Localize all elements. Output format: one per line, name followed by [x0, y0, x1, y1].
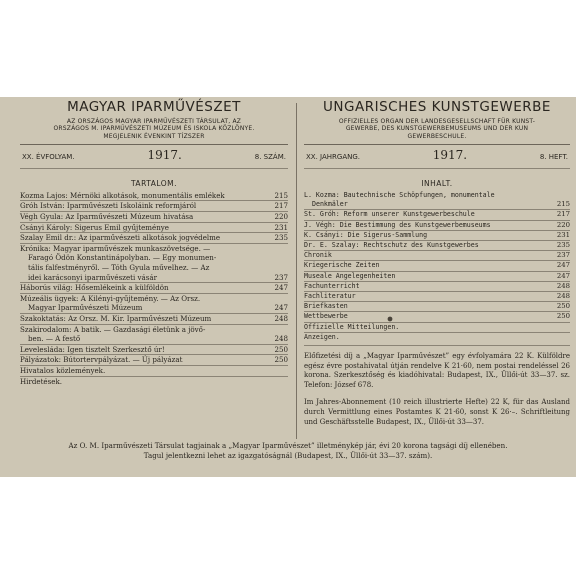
issue-number: 8. SZÁM. [254, 152, 286, 161]
toc-entry-line: Szakirodalom: A batik. — Gazdasági életünk a jövő- [20, 324, 206, 334]
toc-entry [20, 376, 288, 387]
toc-entry [304, 240, 570, 250]
toc-entry-line: Pályázatok: Bútortervpályázat. — Új pályázat [20, 355, 183, 365]
toc-entry [304, 322, 570, 332]
year: 1917. [432, 147, 468, 162]
toc-entry-page: 247 [556, 261, 570, 270]
toc-entry [304, 311, 570, 321]
toc-entry-line: K. Csányi: Die Sigerus-Sammlung [304, 230, 428, 239]
toc-entry [304, 250, 570, 260]
toc-entry-page: 237 [556, 251, 570, 260]
toc-entry-title [20, 325, 272, 344]
toc-entry-title [304, 333, 554, 342]
german-column [304, 97, 570, 427]
hungarian-column [20, 97, 288, 386]
toc-entry-page: 220 [556, 220, 570, 229]
membership-line-1: Az O. M. Iparművészeti Társulat tagjainak a „Magyar Iparművészet” illetménykép jár, évi 20 korona tagsági díj ellenében. [68, 441, 508, 450]
toc-entry-title [304, 210, 554, 219]
toc-entry [20, 293, 288, 313]
toc-entry-page: 215 [274, 190, 288, 200]
toc-entry-line: St. Gróh: Reform unserer Kunstgewerbeschule [304, 210, 475, 219]
toc-entry-title [20, 345, 272, 355]
toc-entry-line: Csányi Károly: Sigerus Emil gyűjteménye [20, 222, 169, 232]
toc-entry-title [20, 294, 272, 313]
toc-entry [20, 191, 288, 201]
toc-entry [304, 301, 570, 311]
toc-entry-line: Briefkasten [304, 302, 348, 311]
toc-entry [20, 232, 288, 243]
toc-entry [20, 324, 288, 344]
toc-entry [304, 191, 570, 209]
toc-entry-line: Museale Angelegenheiten [304, 271, 396, 280]
toc-entry-line: idei karácsonyi iparművészeti vásár [28, 272, 158, 282]
toc-entry-page: 215 [556, 200, 570, 209]
toc-entry-title [20, 212, 272, 222]
year: 1917. [147, 147, 182, 162]
volume: XX. JAHRGANG. [306, 152, 360, 161]
toc-entry-line: Dr. E. Szalay: Rechtschutz des Kunstgewerbes [304, 240, 479, 249]
toc-entry-line: Levelesláda: Igen tisztelt Szerkesztő úr! [20, 344, 165, 354]
toc-entry-line: Anzeigen. [304, 332, 340, 341]
toc-entry-line: Denkmäler [312, 200, 348, 209]
toc-entry-line: Fachunterricht [304, 281, 360, 290]
toc-entry-line: tális falfestményről. — Tóth Gyula művelhez. — Az [28, 263, 210, 273]
toc-entry-line: Hirdetések. [20, 376, 63, 386]
toc-entry-line: Krónika: Magyar iparművészek munkaszövetsége. — [20, 243, 211, 253]
toc-heading-hu: TARTALOM. [130, 178, 178, 188]
toc-entry-page: 220 [274, 212, 288, 222]
toc-entry-page: 247 [274, 303, 288, 313]
toc-entry [20, 222, 288, 233]
toc-entry-page: 247 [274, 283, 288, 293]
membership-note [20, 441, 556, 461]
toc-entry-line: Chronik [304, 251, 332, 260]
toc-entry-page: 231 [274, 222, 288, 232]
rule [304, 168, 570, 169]
subscription-info-hu: Előfizetési díj a „Magyar Iparművészet” egy évfolyamára 22 K. Külföldre egész évre postahivatal útján rendelve K 21·60, nem postai rendeléssel 26 korona. Szerkesztőség és kiadóhivatal: Budapest, IX., Üllői-út 33—37. sz. Telefon: József 678. [304, 351, 570, 389]
issue-line-hu [20, 145, 288, 165]
toc-entry-title [20, 283, 272, 293]
toc-entry-line: Háborús világ: Hősemlékeink a külföldön [20, 283, 169, 293]
toc-entry-title [304, 272, 554, 281]
toc-entry-page: 217 [274, 201, 288, 211]
toc-entry [304, 332, 570, 342]
toc-heading-de: INHALT. [421, 178, 453, 188]
toc-de [304, 191, 570, 342]
rule [304, 345, 570, 346]
toc-entry-line: Offizielle Mitteilungen. [304, 322, 400, 331]
toc-entry-page: 248 [274, 334, 288, 344]
toc-entry-title [20, 355, 272, 365]
toc-entry-line: Kozma Lajos: Mérnöki alkotások, monumentális emlékek [20, 190, 225, 200]
toc-entry-line: ben. — A festő [28, 334, 81, 344]
toc-entry-page: 235 [556, 240, 570, 249]
toc-entry [304, 271, 570, 281]
volume: XX. ÉVFOLYAM. [22, 152, 75, 161]
toc-entry-title [20, 244, 272, 282]
toc-entry-line: Wettbewerbe [304, 312, 348, 321]
toc-entry [304, 230, 570, 240]
issue-line-de [304, 145, 570, 165]
toc-entry-title [20, 191, 272, 201]
toc-entry-title [304, 221, 554, 230]
toc-entry [20, 313, 288, 324]
toc-entry-line: Szakoktatás: Az Orsz. M. Kir. Iparművészeti Múzeum [20, 314, 212, 324]
toc-entry-title [304, 302, 554, 311]
toc-entry-title [20, 223, 272, 233]
ornament-icon [386, 315, 394, 323]
toc-entry [20, 243, 288, 282]
toc-entry-line: Kriegerische Zeiten [304, 261, 380, 270]
toc-entry [20, 344, 288, 355]
toc-entry-page: 248 [556, 281, 570, 290]
toc-entry-title [20, 377, 272, 387]
toc-entry-page: 235 [274, 233, 288, 243]
toc-entry-line: J. Végh: Die Bestimmung des Kunstgewerbemuseums [304, 220, 491, 229]
toc-entry-page: 248 [556, 291, 570, 300]
toc-entry [304, 281, 570, 291]
toc-entry-page: 237 [274, 272, 288, 282]
toc-entry-line: Faragó Ödön Konstantinápolyban. — Egy monumen- [28, 253, 217, 263]
toc-entry [20, 200, 288, 211]
toc-entry-title [20, 314, 272, 324]
journal-title-hu: MAGYAR IPARMŰVÉSZET [67, 99, 241, 115]
toc-entry-title [304, 191, 554, 209]
toc-entry-title [304, 282, 554, 291]
subtitle-de: OFFIZIELLES ORGAN DER LANDESGESELLSCHAFT FÜR KUNST- GEWERBE, DES KUNSTGEWERBEMUSEUMS UND DER KUN GEWERBESCHULE. [338, 118, 536, 140]
toc-entry-title [304, 231, 554, 240]
journal-page [0, 97, 576, 477]
subscription-info-de: Im Jahres-Abonnement (10 reich illustrierte Hefte) 22 K, für das Ausland durch Vermittlung eines Postamtes K 21·60, sonst K 26·–. Schriftleitung und Geschäftsstelle Budapest, IX., Üllői-út 33—37. [304, 398, 570, 426]
toc-entry-page: 247 [556, 271, 570, 280]
toc-entry-line: Gróh István: Iparművészeti Iskoláink reformjáról [20, 201, 197, 211]
toc-entry [20, 365, 288, 376]
toc-entry-page: 250 [274, 355, 288, 365]
subtitle-hu: AZ ORSZÁGOS MAGYAR IPARMŰVÉSZETI TÁRSULAT, AZ ORSZÁGOS M. IPARMŰVÉSZETI MÚZEUM ÉS ISKOLA KÖZLÖNYE. MEGJELENIK ÉVENKINT TÍZSZER [53, 118, 255, 140]
toc-entry-page: 248 [274, 314, 288, 324]
toc-entry-line: Magyar Iparművészeti Múzeum [28, 303, 143, 313]
toc-entry [20, 282, 288, 293]
toc-entry [20, 354, 288, 365]
toc-entry [304, 260, 570, 270]
toc-entry-title [304, 241, 554, 250]
rule [20, 168, 288, 169]
toc-entry-title [20, 201, 272, 211]
toc-entry-page: 231 [556, 230, 570, 239]
toc-entry [304, 220, 570, 230]
journal-title-de: UNGARISCHES KUNSTGEWERBE [323, 99, 551, 115]
toc-entry-page: 217 [556, 210, 570, 219]
toc-entry-title [20, 233, 272, 243]
toc-entry-line: L. Kozma: Bautechnische Schöpfungen, monumentale [304, 190, 495, 199]
toc-hu [20, 191, 288, 386]
toc-entry-line: Szalay Emil dr.: Az iparművészeti alkotások jogvédelme [20, 233, 221, 243]
toc-entry-title [304, 292, 554, 301]
column-divider [296, 103, 297, 439]
toc-entry-title [304, 251, 554, 260]
toc-entry-page: 250 [274, 344, 288, 354]
toc-entry-line: Fachliteratur [304, 291, 356, 300]
toc-entry-page: 250 [556, 312, 570, 321]
toc-entry [20, 211, 288, 222]
toc-entry-title [304, 323, 554, 332]
issue-number: 8. HEFT. [539, 152, 568, 161]
toc-entry-line: Hivatalos közlemények. [20, 365, 106, 375]
toc-entry-line: Végh Gyula: Az Iparművészeti Múzeum hivatása [20, 212, 194, 222]
toc-entry-line: Múzeális ügyek: A Kilényi-gyűjtemény. — Az Orsz. [20, 293, 201, 303]
toc-entry [304, 291, 570, 301]
membership-line-2: Tagul jelentkezni lehet az igazgatóságnál (Budapest, IX., Üllői-út 33—37. szám). [143, 451, 433, 460]
toc-entry-title [304, 312, 554, 321]
toc-entry-title [20, 366, 272, 376]
toc-entry-title [304, 261, 554, 270]
toc-entry [304, 209, 570, 219]
toc-entry-page: 250 [556, 302, 570, 311]
